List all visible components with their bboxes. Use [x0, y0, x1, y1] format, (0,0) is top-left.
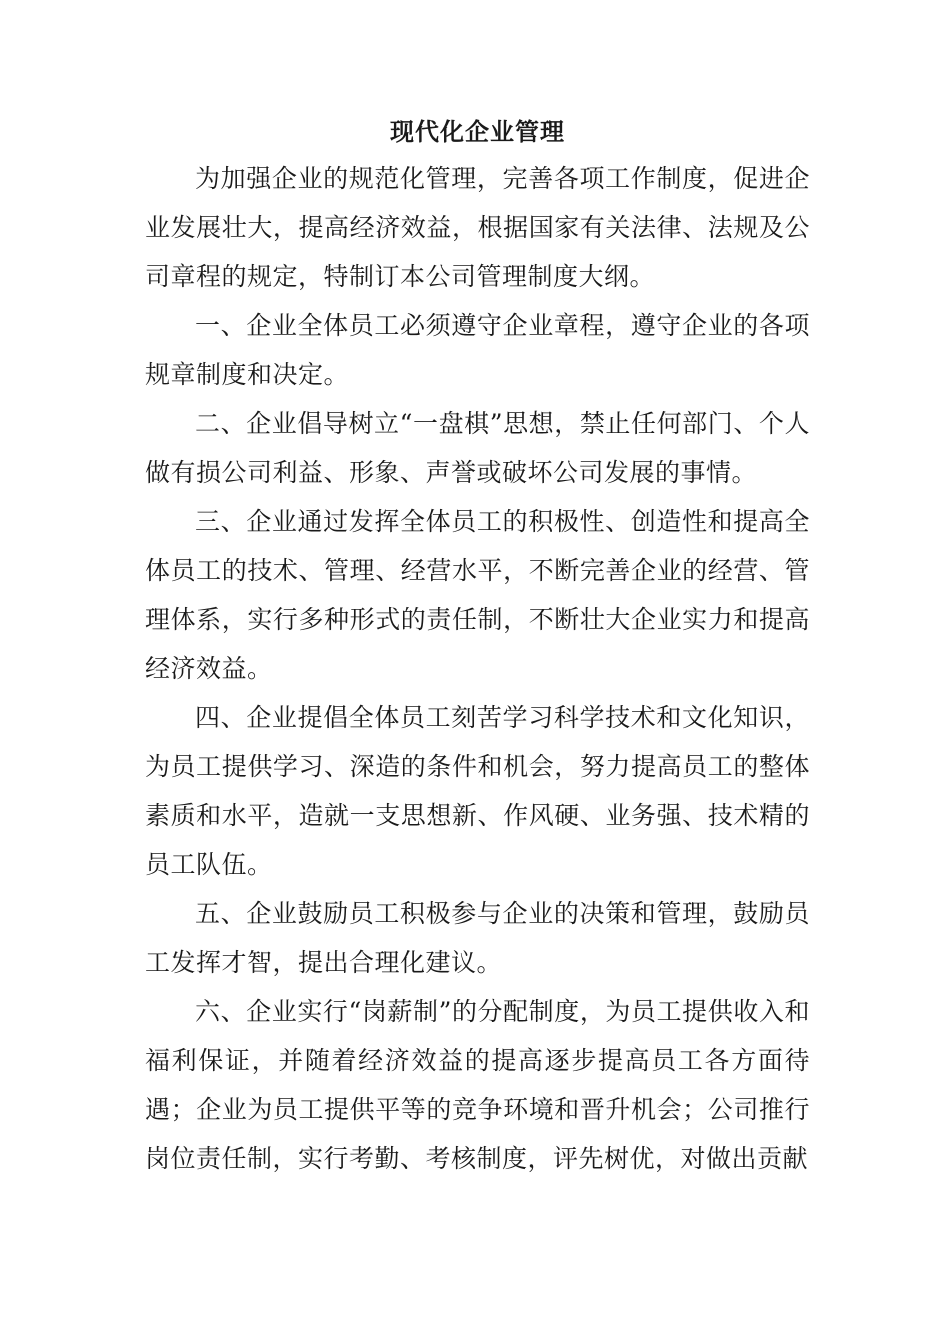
paragraph-1: 一、企业全体员工必须遵守企业章程，遵守企业的各项规章制度和决定。: [145, 311, 810, 389]
document-title: 现代化企业管理: [390, 117, 565, 146]
paragraph-intro: 为加强企业的规范化管理，完善各项工作制度，促进企业发展壮大，提高经济效益，根据国家有关法律、法规及公司章程的规定，特制订本公司管理制度大纲。: [145, 164, 810, 291]
paragraph-2: 二、企业倡导树立“一盘棋”思想，禁止任何部门、个人做有损公司利益、形象、声誉或破坏公司发展的事情。: [145, 409, 810, 487]
paragraph-6: 六、企业实行“岗薪制”的分配制度，为员工提供收入和福利保证，并随着经济效益的提高逐步提高员工各方面待遇；企业为员工提供平等的竞争环境和晋升机会；公司推行岗位责任制，实行考勤、考核制度，评先树优，对做出贡献: [145, 997, 810, 1173]
paragraph-4: 四、企业提倡全体员工刻苦学习科学技术和文化知识，为员工提供学习、深造的条件和机会，努力提高员工的整体素质和水平，造就一支思想新、作风硬、业务强、技术精的员工队伍。: [145, 703, 810, 879]
paragraph-3: 三、企业通过发挥全体员工的积极性、创造性和提高全体员工的技术、管理、经营水平，不断完善企业的经营、管理体系，实行多种形式的责任制，不断壮大企业实力和提高经济效益。: [145, 507, 810, 683]
paragraph-5: 五、企业鼓励员工积极参与企业的决策和管理，鼓励员工发挥才智，提出合理化建议。: [145, 899, 810, 977]
document-page: [145, 112, 810, 1183]
